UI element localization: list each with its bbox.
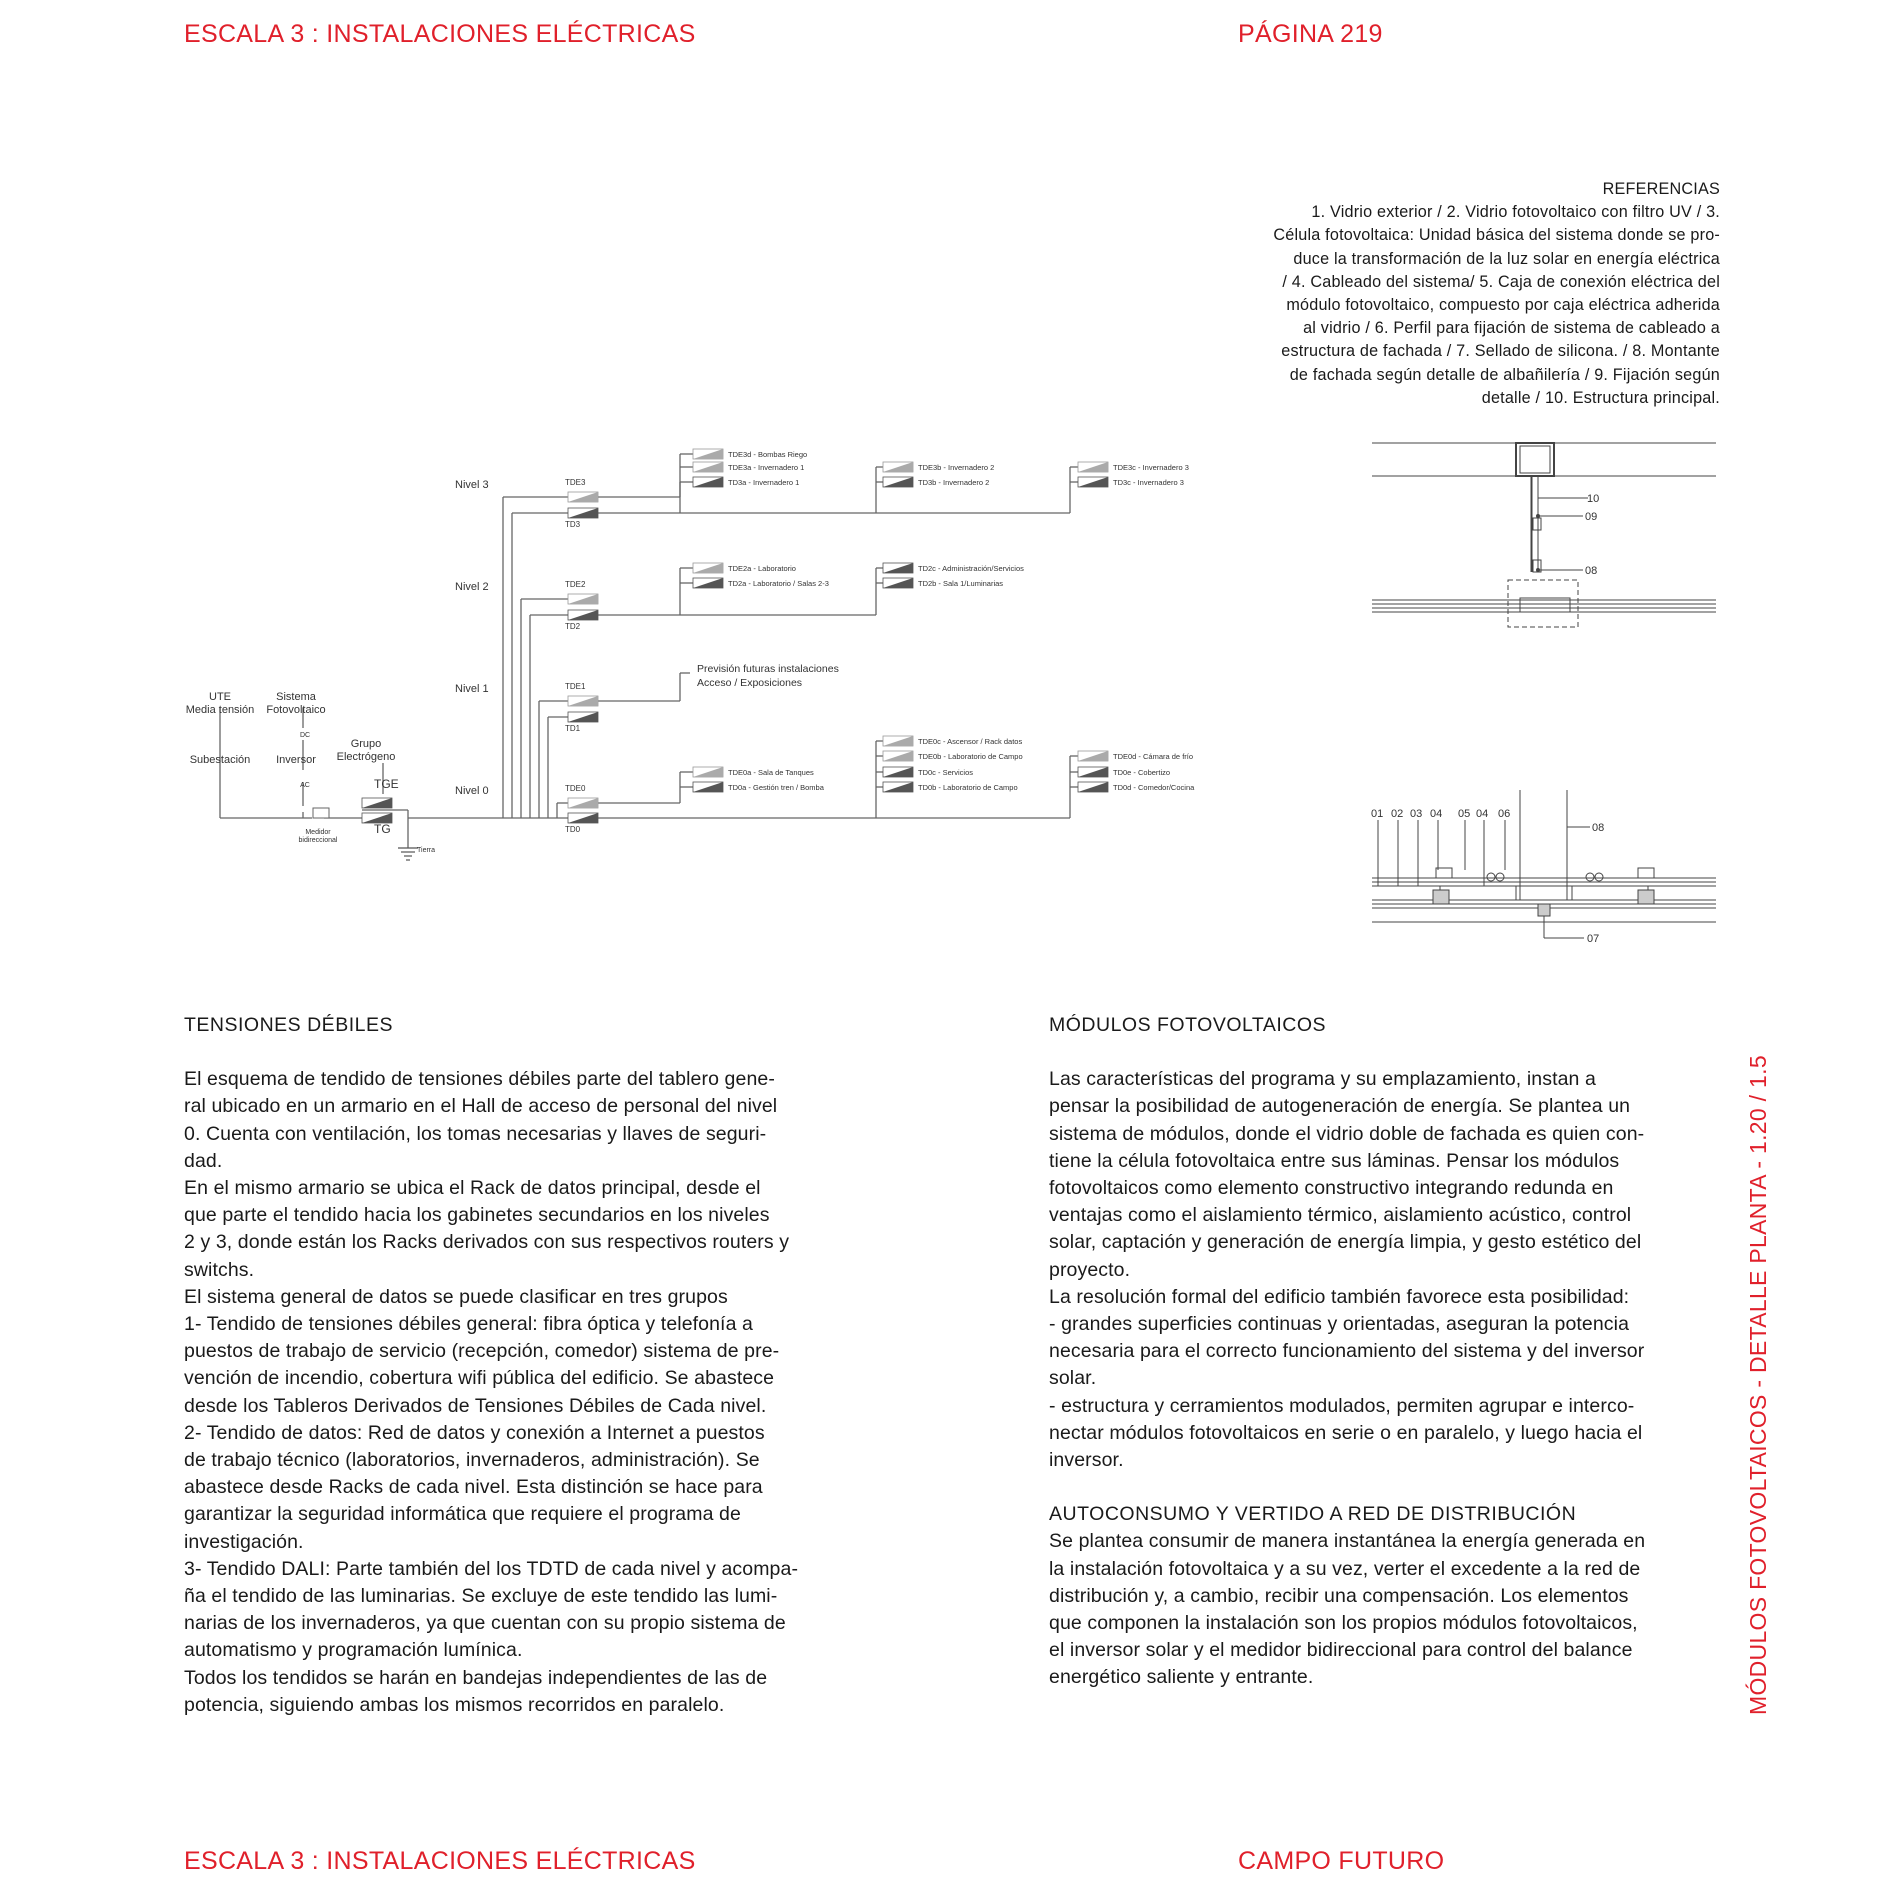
paragraph-line: vención de incendio, cobertura wifi pública del edificio. Se abastece — [184, 1367, 775, 1390]
references-line: Célula fotovoltaica: Unidad básica del sistema donde se pro- — [1273, 226, 1720, 245]
paragraph-line: que parte el tendido hacia los gabinetes secundarios en los niveles — [184, 1204, 770, 1227]
references-line: 1. Vidrio exterior / 2. Vidrio fotovoltaico con filtro UV / 3. — [1311, 203, 1720, 222]
pv-system-label: Sistema — [276, 691, 316, 703]
circuit-label: TDE0d - Cámara de frío — [1113, 752, 1194, 761]
paragraph-line: El esquema de tendido de tensiones débiles parte del tablero gene- — [184, 1068, 775, 1091]
detail-label: 09 — [1585, 511, 1598, 523]
pv-system-label: Fotovoltaico — [266, 704, 326, 716]
circuit-label: TD0d - Comedor/Cocina — [1113, 783, 1195, 792]
paragraph-line: solar. — [1049, 1367, 1097, 1390]
paragraph-line: necesaria para el correcto funcionamiento del sistema y del inversor — [1049, 1340, 1645, 1363]
board-label: TD3 — [565, 520, 581, 529]
level-label: Nivel 1 — [455, 683, 489, 695]
paragraph-line: ña el tendido de las luminarias. Se excluye de este tendido las lumi- — [184, 1585, 778, 1608]
paragraph-line: solar, captación y generación de energía limpia, y gesto estético del — [1049, 1231, 1642, 1254]
right-column — [1049, 1012, 1739, 1692]
paragraph-line: El sistema general de datos se puede clasificar en tres grupos — [184, 1285, 728, 1308]
circuit-label: TD0c - Servicios — [918, 768, 974, 777]
paragraph-line: switchs. — [184, 1258, 255, 1281]
references-line: duce la transformación de la luz solar en energía eléctrica — [1293, 249, 1720, 268]
circuit-label: TD2c - Administración/Servicios — [918, 564, 1024, 573]
paragraph-line: En el mismo armario se ubica el Rack de datos principal, desde el — [184, 1177, 761, 1200]
genset-label: Electrógeno — [336, 751, 396, 763]
board-label: TD0 — [565, 825, 581, 834]
paragraph-line: Las características del programa y su emplazamiento, instan a — [1049, 1068, 1596, 1091]
header-title: ESCALA 3 : INSTALACIONES ELÉCTRICAS — [184, 20, 696, 48]
detail-label: 02 — [1391, 808, 1404, 820]
paragraph-line: garantizar la seguridad informática que requiere el programa de — [184, 1503, 741, 1526]
paragraph-line: Se plantea consumir de manera instantánea la energía generada en — [1049, 1530, 1646, 1553]
paragraph-line: tiene la célula fotovoltaica entre sus láminas. Pensar los módulos — [1049, 1149, 1620, 1172]
paragraph-line: investigación. — [184, 1530, 304, 1553]
board-label: TD1 — [565, 724, 581, 733]
ute-label: UTE — [209, 691, 231, 703]
inverter-label: Inversor — [276, 754, 316, 766]
circuit-label: TDE0b - Laboratorio de Campo — [918, 752, 1023, 761]
paragraph-line: dad. — [184, 1149, 223, 1172]
references-line: detalle / 10. Estructura principal. — [1481, 388, 1720, 407]
paragraph-line: pensar la posibilidad de autogeneración de energía. Se plantea un — [1049, 1095, 1631, 1118]
circuit-label: TD3c - Invernadero 3 — [1113, 478, 1184, 487]
paragraph-line: 2 y 3, donde están los Racks derivados con sus respectivos routers y — [184, 1231, 790, 1254]
tge-label: TGE — [374, 777, 399, 791]
circuit-label: TDE2a - Laboratorio — [728, 564, 796, 573]
circuit-label: TDE3c - Invernadero 3 — [1113, 463, 1189, 472]
circuit-label: TD3a - Invernadero 1 — [728, 478, 800, 487]
paragraph-line: potencia, siguiendo ambas los mismos recorridos en paralelo. — [184, 1693, 725, 1716]
board-label: TD2 — [565, 622, 581, 631]
detail-label: 05 — [1458, 808, 1471, 820]
detail-label: 04 — [1430, 808, 1443, 820]
circuit-label: TDE3d - Bombas Riego — [728, 450, 808, 459]
circuit-label: TD0a - Gestión tren / Bomba — [728, 783, 824, 792]
paragraph-line: energético saliente y entrante. — [1049, 1666, 1314, 1689]
detail-label: 04 — [1476, 808, 1489, 820]
sidebar-title: MÓDULOS FOTOVOLTAICOS - DETALLE PLANTA - 1.20 / 1.5 — [1745, 1055, 1771, 1715]
earth-label: Tierra — [417, 847, 436, 854]
page-number: PÁGINA 219 — [1238, 20, 1383, 48]
paragraph-line: puestos de trabajo de servicio (recepción, comedor) sistema de pre- — [184, 1340, 780, 1363]
paragraph-line: 1- Tendido de tensiones débiles general: fibra óptica y telefonía a — [184, 1313, 753, 1336]
circuit-label: TDE0c - Ascensor / Rack datos — [918, 737, 1023, 746]
references-title: REFERENCIAS — [1602, 180, 1720, 198]
dc-label: DC — [299, 732, 311, 739]
ute-label: Media tensión — [185, 704, 255, 716]
paragraph-line: nectar módulos fotovoltaicos en serie o en paralelo, y luego hacia el — [1049, 1421, 1643, 1444]
paragraph-line: el inversor solar y el medidor bidireccional para control del balance — [1049, 1639, 1633, 1662]
board-label: TDE0 — [565, 784, 586, 793]
circuit-label: TD0e - Cobertizo — [1113, 768, 1171, 777]
left-column — [184, 1012, 864, 1719]
paragraph-line: abastece desde Racks de cada nivel. Esta distinción se hace para — [184, 1476, 763, 1499]
footer-right: CAMPO FUTURO — [1238, 1847, 1445, 1875]
level-label: Nivel 3 — [455, 479, 489, 491]
detail-label: 08 — [1592, 822, 1605, 834]
paragraph-line: 2- Tendido de datos: Red de datos y conexión a Internet a puestos — [184, 1421, 765, 1444]
references-line: de fachada según detalle de albañilería / 9. Fijación según — [1289, 365, 1720, 384]
right-heading-2: AUTOCONSUMO Y VERTIDO A RED DE DISTRIBUCIÓN — [1049, 1503, 1577, 1526]
future-label: Acceso / Exposiciones — [697, 677, 803, 689]
paragraph-line: 0. Cuenta con ventilación, los tomas necesarias y llaves de seguri- — [184, 1122, 767, 1145]
paragraph-line: fotovoltaicos como elemento constructivo integrando redunda en — [1049, 1177, 1614, 1200]
detail-label: 08 — [1585, 565, 1598, 577]
left-heading: TENSIONES DÉBILES — [184, 1014, 393, 1036]
tg-label: TG — [374, 822, 391, 836]
paragraph-line: desde los Tableros Derivados de Tensiones Débiles de Cada nivel. — [184, 1394, 767, 1417]
circuit-label: TD3b - Invernadero 2 — [918, 478, 990, 487]
paragraph-line: - estructura y cerramientos modulados, permiten agrupar e interco- — [1049, 1394, 1635, 1417]
circuit-label: TDE0a - Sala de Tanques — [728, 768, 814, 777]
circuit-label: TD2b - Sala 1/Luminarias — [918, 579, 1004, 588]
paragraph-line: que componen la instalación son los propios módulos fotovoltaicos, — [1049, 1612, 1638, 1635]
future-label: Previsión futuras instalaciones — [697, 663, 839, 675]
detail-label: 10 — [1587, 493, 1600, 505]
paragraph-line: sistema de módulos, donde el vidrio doble de fachada es quien con- — [1049, 1122, 1645, 1145]
detail-label: 07 — [1587, 933, 1600, 945]
detail-label: 01 — [1371, 808, 1384, 820]
circuit-label: TD0b - Laboratorio de Campo — [918, 783, 1018, 792]
references-line: al vidrio / 6. Perfil para fijación de sistema de cableado a — [1303, 319, 1720, 338]
meter-label: bidireccional — [298, 837, 338, 844]
paragraph-line: distribución y, a cambio, recibir una compensación. Los elementos — [1049, 1584, 1629, 1607]
paragraph-line: de trabajo técnico (laboratorios, invernaderos, administración). Se — [184, 1449, 760, 1472]
detail-label: 06 — [1498, 808, 1511, 820]
paragraph-line: narias de los invernaderos, ya que cuentan con su propio sistema de — [184, 1612, 786, 1635]
circuit-label: TDE3b - Invernadero 2 — [918, 463, 995, 472]
circuit-label: TDE3a - Invernadero 1 — [728, 463, 805, 472]
board-label: TDE1 — [565, 682, 586, 691]
level-label: Nivel 0 — [455, 785, 489, 797]
circuit-label: TD2a - Laboratorio / Salas 2-3 — [728, 579, 829, 588]
paragraph-line: proyecto. — [1049, 1258, 1131, 1281]
paragraph-line: automatismo y programación lumínica. — [184, 1639, 523, 1662]
references-line: / 4. Cableado del sistema/ 5. Caja de conexión eléctrica del — [1282, 272, 1720, 291]
ac-label: AC — [300, 782, 310, 789]
paragraph-line: ral ubicado en un armario en el Hall de acceso de personal del nivel — [184, 1095, 778, 1118]
right-heading: MÓDULOS FOTOVOLTAICOS — [1049, 1014, 1327, 1036]
substation-label: Subestación — [189, 754, 251, 766]
paragraph-line: - grandes superficies continuas y orientadas, aseguran la potencia — [1049, 1313, 1630, 1336]
board-label: TDE2 — [565, 580, 586, 589]
paragraph-line: Todos los tendidos se harán en bandejas independientes de las de — [184, 1666, 768, 1689]
paragraph-line: la instalación fotovoltaica y a su vez, verter el excedente a la red de — [1049, 1557, 1641, 1580]
paragraph-line: 3- Tendido DALI: Parte también del los TDTD de cada nivel y acompa- — [184, 1557, 799, 1580]
level-label: Nivel 2 — [455, 581, 489, 593]
meter-label: Medidor — [305, 829, 331, 836]
references-line: módulo fotovoltaico, compuesto por caja eléctrica adherida — [1286, 296, 1720, 315]
detail-label: 03 — [1410, 808, 1423, 820]
board-label: TDE3 — [565, 478, 586, 487]
paragraph-line: ventajas como el aislamiento térmico, aislamiento acústico, control — [1049, 1204, 1632, 1227]
paragraph-line: La resolución formal del edificio también favorece esta posibilidad: — [1049, 1285, 1630, 1308]
references-line: estructura de fachada / 7. Sellado de silicona. / 8. Montante — [1281, 342, 1720, 361]
genset-label: Grupo — [350, 738, 382, 750]
paragraph-line: inversor. — [1049, 1449, 1124, 1472]
footer-title: ESCALA 3 : INSTALACIONES ELÉCTRICAS — [184, 1847, 696, 1875]
